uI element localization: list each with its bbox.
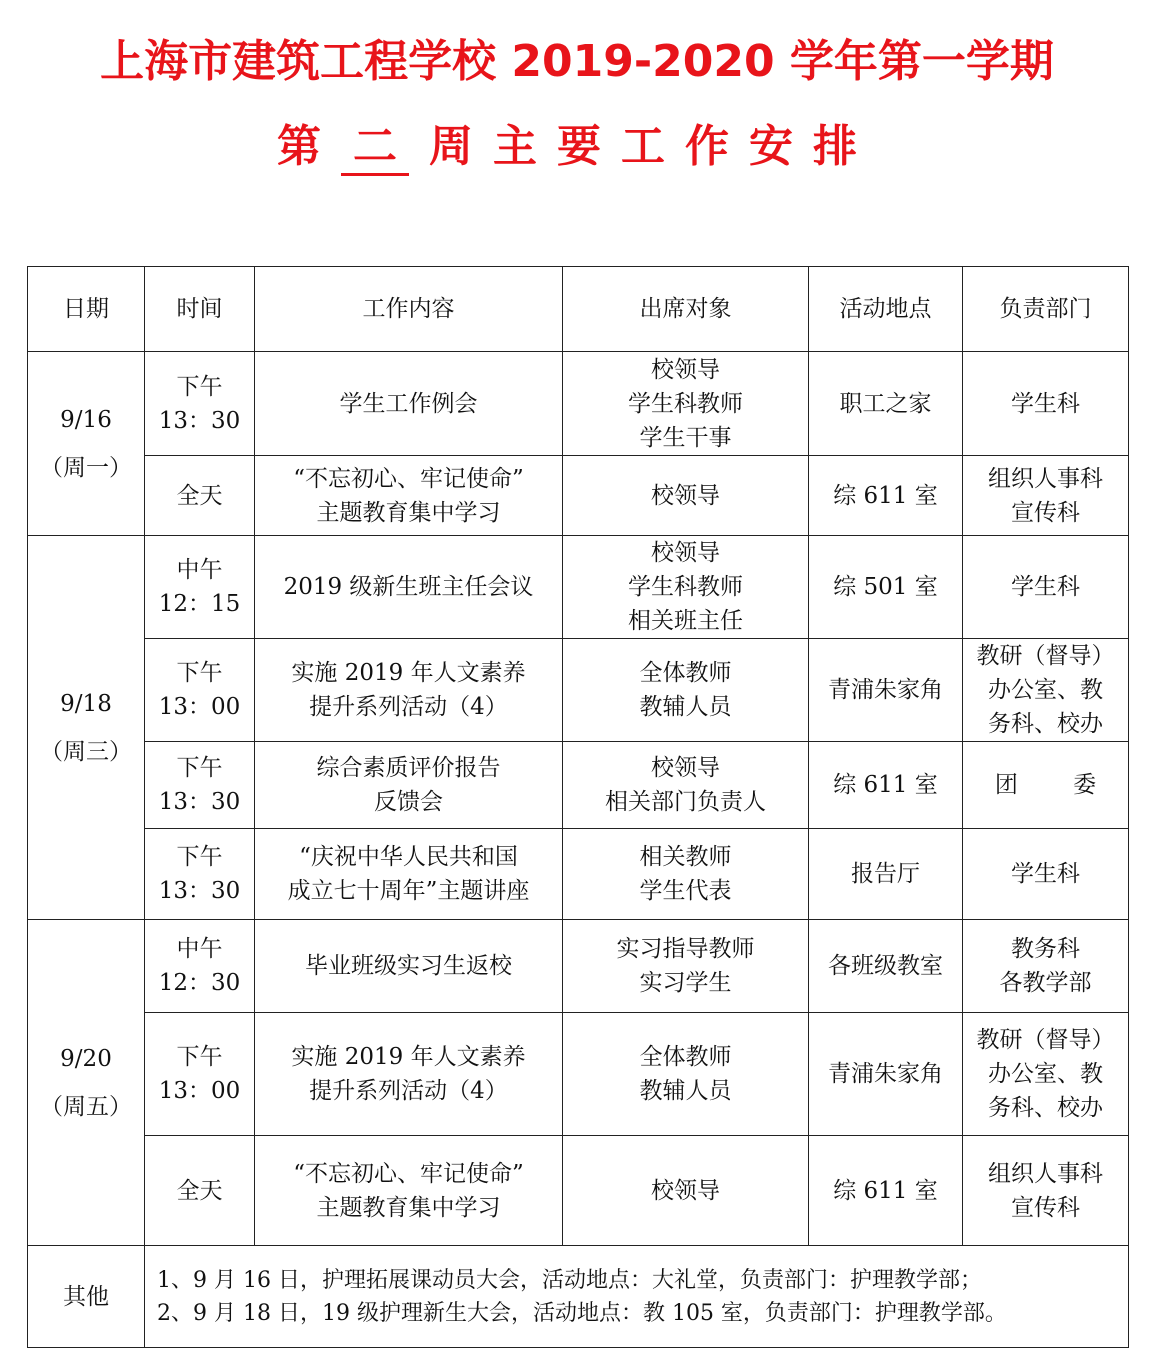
document-title: 上海市建筑工程学校 2019-2020 学年第一学期 bbox=[100, 36, 1054, 87]
other-row bbox=[28, 1246, 1129, 1348]
attendees-cell-line: 学生科教师 bbox=[628, 390, 743, 417]
weekday-value: （周一） bbox=[40, 454, 132, 481]
location-cell-line: 综 611 室 bbox=[833, 772, 938, 798]
content-cell-line: 实施 2019 年人文素养 bbox=[291, 1044, 526, 1070]
header-content: 工作内容 bbox=[255, 267, 563, 352]
attendees-cell bbox=[563, 742, 809, 829]
content-cell-line: 2019 级新生班主任会议 bbox=[283, 574, 534, 600]
schedule-row bbox=[28, 352, 1129, 456]
time-cell-line: 下午 bbox=[176, 1044, 223, 1070]
dept-cell-line: 务科、校办 bbox=[988, 711, 1103, 737]
time-cell-line: 下午 bbox=[176, 844, 223, 870]
attendees-cell bbox=[563, 456, 809, 536]
dept-cell bbox=[963, 1136, 1129, 1246]
time-cell bbox=[145, 456, 255, 536]
dept-cell-line: 组织人事科 bbox=[988, 1160, 1103, 1187]
attendees-cell-line: 校领导 bbox=[651, 755, 720, 781]
content-cell bbox=[255, 1013, 563, 1136]
time-cell-line: 13：30 bbox=[158, 407, 241, 434]
date-value: 9/16 bbox=[60, 406, 112, 433]
content-cell bbox=[255, 920, 563, 1013]
time-cell-line: 全天 bbox=[176, 482, 223, 509]
date-cell bbox=[28, 536, 145, 920]
content-cell-line: 主题教育集中学习 bbox=[316, 1194, 501, 1221]
attendees-cell-line: 教辅人员 bbox=[639, 1078, 732, 1104]
attendees-cell-line: 实习指导教师 bbox=[616, 936, 755, 962]
attendees-cell-line: 实习学生 bbox=[639, 970, 732, 996]
time-cell bbox=[145, 829, 255, 920]
time-cell-line: 13：30 bbox=[158, 789, 241, 815]
content-cell-line: 综合素质评价报告 bbox=[316, 755, 501, 781]
attendees-cell-line: 学生科教师 bbox=[628, 574, 743, 600]
dept-cell-line: 办公室、教 bbox=[988, 1061, 1103, 1087]
dept-cell-line: 宣传科 bbox=[1011, 1194, 1080, 1221]
header-dept: 负责部门 bbox=[963, 267, 1129, 352]
dept-cell-line: 务科、校办 bbox=[988, 1095, 1103, 1121]
attendees-cell bbox=[563, 639, 809, 742]
location-cell-line: 青浦朱家角 bbox=[828, 677, 943, 703]
attendees-cell bbox=[563, 536, 809, 639]
dept-cell bbox=[963, 1013, 1129, 1136]
time-cell-line: 13：00 bbox=[158, 1078, 241, 1104]
attendees-cell bbox=[563, 352, 809, 456]
attendees-cell-line: 校领导 bbox=[651, 540, 720, 566]
attendees-cell bbox=[563, 1136, 809, 1246]
content-cell-line: “不忘初心、牢记使命” bbox=[293, 1160, 524, 1187]
other-label: 其他 bbox=[28, 1246, 145, 1348]
time-cell-line: 下午 bbox=[176, 373, 223, 400]
dept-cell-line: 各教学部 bbox=[999, 970, 1092, 996]
time-cell-line: 下午 bbox=[176, 755, 223, 781]
header-row bbox=[28, 267, 1129, 352]
location-cell bbox=[809, 829, 963, 920]
content-cell-line: 实施 2019 年人文素养 bbox=[291, 660, 526, 686]
time-cell-line: 13：00 bbox=[158, 694, 241, 720]
location-cell-line: 报告厅 bbox=[851, 861, 920, 887]
dept-cell-line: 组织人事科 bbox=[988, 465, 1103, 492]
date-value: 9/20 bbox=[60, 1045, 112, 1072]
attendees-cell-line: 相关教师 bbox=[639, 844, 732, 870]
attendees-cell bbox=[563, 920, 809, 1013]
attendees-cell-line: 教辅人员 bbox=[639, 694, 732, 720]
location-cell-line: 综 611 室 bbox=[833, 1177, 938, 1204]
dept-cell bbox=[963, 456, 1129, 536]
header-location: 活动地点 bbox=[809, 267, 963, 352]
attendees-cell bbox=[563, 1013, 809, 1136]
header-time: 时间 bbox=[145, 267, 255, 352]
document-subtitle bbox=[0, 115, 1154, 179]
dept-cell bbox=[963, 920, 1129, 1013]
week-number: 二 bbox=[341, 121, 409, 176]
dept-cell-line: 教研（督导） bbox=[976, 643, 1115, 669]
date-cell bbox=[28, 920, 145, 1246]
location-cell bbox=[809, 456, 963, 536]
schedule-row bbox=[28, 920, 1129, 1013]
attendees-cell-line: 相关部门负责人 bbox=[605, 789, 766, 815]
location-cell-line: 综 501 室 bbox=[833, 574, 938, 600]
location-cell bbox=[809, 639, 963, 742]
date-value: 9/18 bbox=[60, 690, 112, 717]
attendees-cell bbox=[563, 829, 809, 920]
other-notes-line: 1、9 月 16 日，护理拓展课动员大会，活动地点：大礼堂，负责部门：护理教学部； bbox=[157, 1267, 982, 1293]
time-cell bbox=[145, 536, 255, 639]
dept-cell bbox=[963, 536, 1129, 639]
schedule-table bbox=[27, 266, 1129, 1348]
time-cell bbox=[145, 742, 255, 829]
dept-cell bbox=[963, 352, 1129, 456]
content-cell bbox=[255, 456, 563, 536]
location-cell-line: 青浦朱家角 bbox=[828, 1061, 943, 1087]
dept-cell bbox=[963, 829, 1129, 920]
content-cell bbox=[255, 639, 563, 742]
dept-cell-line: 教务科 bbox=[1011, 936, 1080, 962]
dept-cell-line: 宣传科 bbox=[1011, 499, 1080, 526]
dept-cell-line: 办公室、教 bbox=[988, 677, 1103, 703]
content-cell-line: 反馈会 bbox=[374, 789, 443, 815]
content-cell-line: 成立七十周年”主题讲座 bbox=[287, 878, 530, 904]
weekday-value: （周三） bbox=[40, 738, 132, 765]
attendees-cell-line: 校领导 bbox=[651, 1177, 720, 1204]
dept-cell-line: 学生科 bbox=[1011, 574, 1080, 600]
location-cell-line: 各班级教室 bbox=[828, 953, 943, 979]
time-cell bbox=[145, 1136, 255, 1246]
content-cell-line: 学生工作例会 bbox=[339, 390, 478, 417]
attendees-cell-line: 全体教师 bbox=[639, 1044, 732, 1070]
schedule-row bbox=[28, 742, 1129, 829]
location-cell bbox=[809, 352, 963, 456]
content-cell-line: 主题教育集中学习 bbox=[316, 499, 501, 526]
dept-cell-line: 学生科 bbox=[1011, 861, 1080, 887]
attendees-cell-line: 校领导 bbox=[651, 356, 720, 383]
time-cell bbox=[145, 352, 255, 456]
location-cell bbox=[809, 742, 963, 829]
location-cell bbox=[809, 1013, 963, 1136]
time-cell-line: 12：30 bbox=[158, 970, 241, 996]
time-cell bbox=[145, 639, 255, 742]
dept-cell bbox=[963, 742, 1129, 829]
content-cell bbox=[255, 829, 563, 920]
attendees-cell-line: 相关班主任 bbox=[628, 608, 743, 634]
dept-cell-line: 教研（督导） bbox=[976, 1027, 1115, 1053]
schedule-row bbox=[28, 1013, 1129, 1136]
schedule-row bbox=[28, 456, 1129, 536]
content-cell bbox=[255, 1136, 563, 1246]
content-cell-line: 提升系列活动（4） bbox=[309, 1078, 508, 1104]
content-cell bbox=[255, 742, 563, 829]
content-cell-line: “不忘初心、牢记使命” bbox=[293, 465, 524, 492]
content-cell bbox=[255, 352, 563, 456]
content-cell-line: 毕业班级实习生返校 bbox=[305, 953, 512, 979]
time-cell-line: 13：30 bbox=[158, 878, 241, 904]
location-cell bbox=[809, 536, 963, 639]
schedule-row bbox=[28, 829, 1129, 920]
location-cell-line: 职工之家 bbox=[839, 390, 932, 417]
other-notes-line: 2、9 月 18 日，19 级护理新生大会，活动地点：教 105 室，负责部门：护理教学部。 bbox=[157, 1300, 1007, 1326]
dept-cell bbox=[963, 639, 1129, 742]
attendees-cell-line: 全体教师 bbox=[639, 660, 732, 686]
subtitle-suffix: 周主要工作安排 bbox=[429, 121, 877, 172]
time-cell bbox=[145, 1013, 255, 1136]
time-cell-line: 下午 bbox=[176, 660, 223, 686]
weekday-value: （周五） bbox=[40, 1093, 132, 1120]
attendees-cell-line: 学生代表 bbox=[639, 878, 732, 904]
time-cell-line: 中午 bbox=[176, 557, 223, 583]
content-cell-line: 提升系列活动（4） bbox=[309, 694, 508, 720]
location-cell-line: 综 611 室 bbox=[833, 482, 938, 509]
other-notes bbox=[145, 1246, 1129, 1348]
content-cell bbox=[255, 536, 563, 639]
date-cell bbox=[28, 352, 145, 536]
location-cell bbox=[809, 920, 963, 1013]
time-cell-line: 中午 bbox=[176, 936, 223, 962]
schedule-row bbox=[28, 1136, 1129, 1246]
location-cell bbox=[809, 1136, 963, 1246]
schedule-row bbox=[28, 536, 1129, 639]
time-cell bbox=[145, 920, 255, 1013]
header-date: 日期 bbox=[28, 267, 145, 352]
schedule-row bbox=[28, 639, 1129, 742]
time-cell-line: 全天 bbox=[176, 1177, 223, 1204]
time-cell-line: 12：15 bbox=[158, 591, 241, 617]
dept-cell-line: 团 委 bbox=[994, 772, 1121, 798]
header-attendees: 出席对象 bbox=[563, 267, 809, 352]
subtitle-prefix: 第 bbox=[277, 121, 341, 172]
content-cell-line: “庆祝中华人民共和国 bbox=[299, 844, 518, 870]
attendees-cell-line: 校领导 bbox=[651, 482, 720, 509]
attendees-cell-line: 学生干事 bbox=[639, 424, 732, 451]
dept-cell-line: 学生科 bbox=[1011, 390, 1080, 417]
